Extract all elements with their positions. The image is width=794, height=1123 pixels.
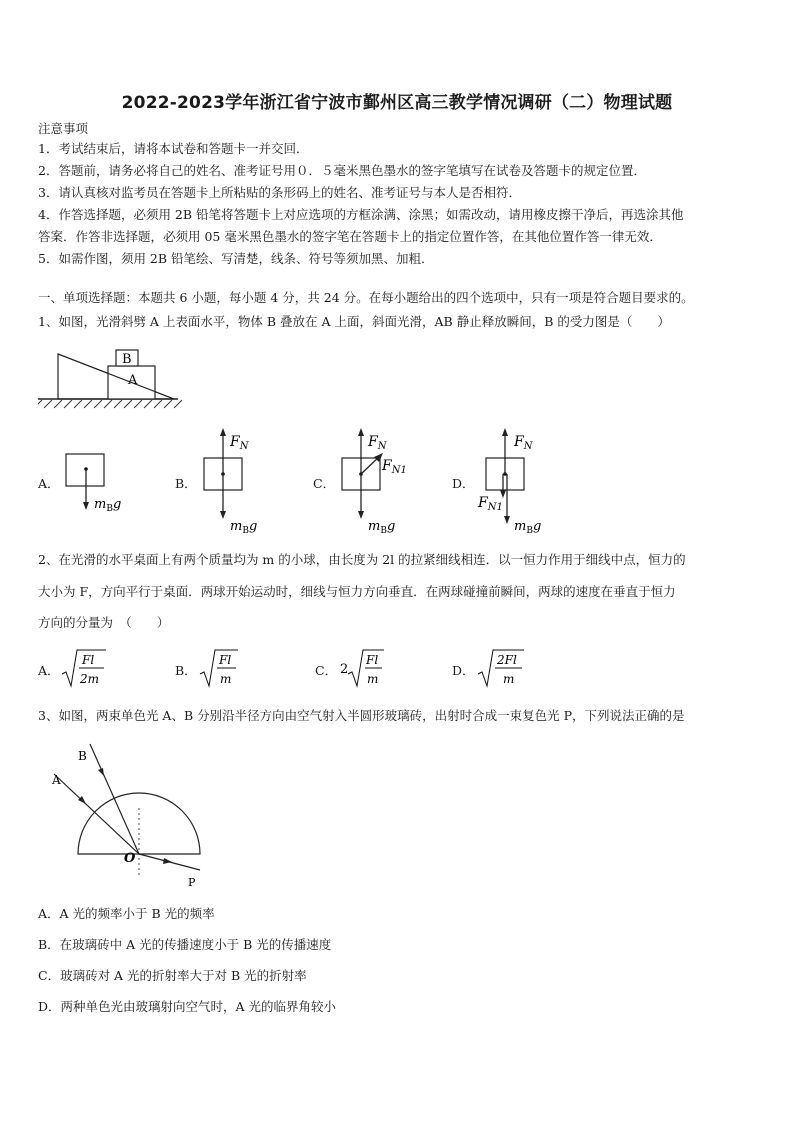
q3-ray-b-label: B xyxy=(78,749,87,763)
q1-d-mg-sub: B xyxy=(526,526,533,536)
q1-c-fn1-sub: N1 xyxy=(391,465,407,476)
q1-a-mg-sub: B xyxy=(106,504,113,514)
q2-b-den: m xyxy=(220,672,232,686)
q3-option: A．A 光的频率小于 B 光的频率 xyxy=(38,906,215,921)
q3-ray-a-label: A xyxy=(52,773,61,787)
q1-b-g: g xyxy=(248,519,258,534)
q1-wedge-figure xyxy=(38,340,208,412)
notice-item: 4．作答选择题，必须用 2B 铅笔将答题卡上对应选项的方框涂满、涂黑；如需改动，请用橡皮擦干净后，再选涂其他 xyxy=(38,207,684,222)
svg-text:mBg xyxy=(94,497,121,514)
q2-b-num: Fl xyxy=(219,653,232,667)
page-title: 2022-2023学年浙江省宁波市鄞州区高三教学情况调研（二）物理试题 xyxy=(121,93,673,113)
q1-option-d-label: D． xyxy=(452,476,475,491)
q1-b-fn-sub: N xyxy=(239,441,249,452)
q1-c-fn1: F xyxy=(382,458,392,474)
svg-text:FN1 xyxy=(381,458,407,476)
svg-text:FN xyxy=(513,434,534,452)
q3-option: C．玻璃砖对 A 光的折射率大于对 B 光的折射率 xyxy=(38,968,307,983)
q1-b-mg-sub: B xyxy=(242,526,249,536)
q1-d-fn1: F xyxy=(478,495,488,511)
svg-text:mBg xyxy=(230,519,257,536)
question-3-stem: 3、如图，两束单色光 A、B 分别沿半径方向由空气射入半圆形玻璃砖，出射时合成一束复色光 P，下列说法正确的是 xyxy=(38,708,685,723)
q1-option-a-diagram xyxy=(60,448,140,518)
q1-option-d-diagram xyxy=(476,424,566,536)
q1-block-b-label: B xyxy=(122,352,132,367)
q1-c-g: g xyxy=(386,519,396,534)
q3-option: B．在玻璃砖中 A 光的传播速度小于 B 光的传播速度 xyxy=(38,937,332,952)
question-2-stem-line: 方向的分量为 （ ） xyxy=(38,615,170,630)
q1-c-mg-sub: B xyxy=(380,526,387,536)
q2-option-b-sqrt xyxy=(198,646,242,690)
notice-item: 2．答题前，请务必将自己的姓名、准考证号用０．５毫米黑色墨水的签字笔填写在试卷及答题卡的规定位置． xyxy=(38,163,646,178)
q2-d-num: 2Fl xyxy=(497,653,517,667)
notice-item: 3．请认真核对监考员在答题卡上所粘贴的条形码上的姓名、准考证号与本人是否相符． xyxy=(38,185,521,200)
svg-text:mBg xyxy=(514,519,541,536)
q2-option-a-sqrt xyxy=(60,646,110,690)
q1-d-mg: m xyxy=(514,519,527,534)
notice-item: 答案．作答非选择题，必须用 05 毫米黑色墨水的签字笔在答题卡上的指定位置作答，在其他位置作答一律无效． xyxy=(38,229,662,244)
question-2-stem-line: 大小为 F，方向平行于桌面．两球开始运动时，细线与恒力方向垂直．在两球碰撞前瞬间，两球的速度在垂直于恒力 xyxy=(38,584,676,599)
q3-option: D．两种单色光由玻璃射向空气时，A 光的临界角较小 xyxy=(38,999,337,1014)
q2-option-c-sqrt xyxy=(338,646,388,690)
q3-ray-p-label: P xyxy=(188,876,196,889)
q1-option-c-diagram xyxy=(336,424,426,536)
q2-c-num: Fl xyxy=(366,653,379,667)
q1-d-g: g xyxy=(532,519,542,534)
notice-item: 1．考试结束后，请将本试卷和答题卡一并交回． xyxy=(38,141,309,156)
q1-option-b-diagram xyxy=(198,424,278,536)
q2-option-a-label: A． xyxy=(38,663,60,678)
q1-wedge-a-label: A xyxy=(128,373,138,388)
q3-center-o-label: O xyxy=(124,851,136,866)
q2-a-den: 2m xyxy=(80,672,100,686)
svg-text:FN xyxy=(229,434,250,452)
question-1-stem: 1、如图，光滑斜劈 A 上表面水平，物体 B 叠放在 A 上面，斜面光滑，AB 静止释放瞬间，B 的受力图是（ ） xyxy=(38,314,670,329)
notice-item: 5．如需作图，须用 2B 铅笔绘、写清楚，线条、符号等须加黑、加粗． xyxy=(38,251,434,266)
svg-text:mBg xyxy=(368,519,395,536)
q1-option-c-label: C． xyxy=(313,476,336,491)
section-heading: 一、单项选择题：本题共 6 小题，每小题 4 分，共 24 分。在每小题给出的四个选项中，只有一项是符合题目要求的。 xyxy=(38,290,694,305)
q2-c-coef: 2 xyxy=(340,662,349,677)
q1-c-fn-sub: N xyxy=(377,441,387,452)
q1-d-fn: F xyxy=(514,434,524,450)
q2-d-den: m xyxy=(503,672,515,686)
q2-c-den: m xyxy=(367,672,379,686)
q1-d-fn1-sub: N1 xyxy=(487,502,503,513)
q2-option-b-label: B． xyxy=(175,663,197,678)
q2-option-d-sqrt xyxy=(476,646,528,690)
q1-a-mg: m xyxy=(94,497,107,512)
q1-a-g: g xyxy=(112,497,122,512)
q3-glass-figure xyxy=(40,738,220,890)
q2-a-num: Fl xyxy=(82,653,95,667)
svg-text:FN xyxy=(367,434,388,452)
question-2-stem-line: 2、在光滑的水平桌面上有两个质量均为 m 的小球，由长度为 2l 的拉紧细线相连．以一恒力作用于细线中点，恒力的 xyxy=(38,552,686,567)
notice-heading: 注意事项 xyxy=(38,121,89,136)
q1-c-mg: m xyxy=(368,519,381,534)
q1-c-fn: F xyxy=(368,434,378,450)
q1-option-b-label: B． xyxy=(175,476,197,491)
q2-option-d-label: D． xyxy=(452,663,475,678)
q1-b-mg: m xyxy=(230,519,243,534)
svg-text:FN1 xyxy=(477,495,503,513)
q1-b-fn: F xyxy=(230,434,240,450)
q1-option-a-label: A． xyxy=(38,476,60,491)
q2-option-c-label: C． xyxy=(315,663,338,678)
q1-d-fn-sub: N xyxy=(523,441,533,452)
